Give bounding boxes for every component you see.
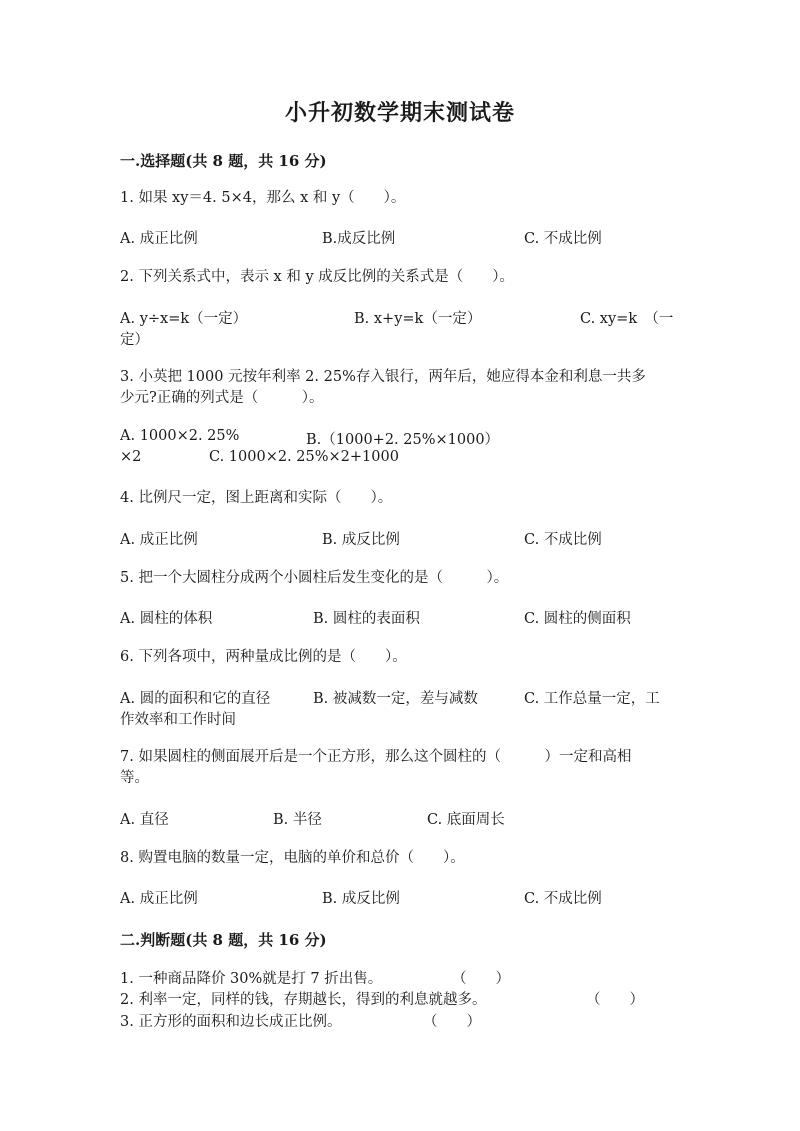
question-8-option-a: A. 成正比例 xyxy=(120,891,198,907)
question-8-option-c: C. 不成比例 xyxy=(524,891,602,907)
question-3-option-b: B.（1000+2. 25%×1000） xyxy=(306,432,500,448)
question-7-stem-line2: 等。 xyxy=(120,770,149,786)
question-3-option-c: C. 1000×2. 25%×2+1000 xyxy=(209,449,399,465)
tf-answer-blank: （ ） xyxy=(452,971,510,987)
tf-item-text: 2. 利率一定，同样的钱，存期越长，得到的利息就越多。 xyxy=(120,992,487,1008)
tf-answer-blank: （ ） xyxy=(586,992,644,1008)
question-5-stem: 5. 把一个大圆柱分成两个小圆柱后发生变化的是（ ）。 xyxy=(120,570,509,586)
question-7-option-c: C. 底面周长 xyxy=(427,812,505,828)
question-1-option-a: A. 成正比例 xyxy=(120,231,198,247)
tf-item-1 xyxy=(120,967,510,988)
question-2-option-a: A. y÷x=k（一定） xyxy=(120,311,248,327)
question-3-option-a: A. 1000×2. 25% xyxy=(120,428,240,444)
question-6-option-a: A. 圆的面积和它的直径 xyxy=(120,691,271,707)
question-2-stem: 2. 下列关系式中，表示 x 和 y 成反比例的关系式是（ ）。 xyxy=(120,269,514,285)
question-1-stem: 1. 如果 xy＝4. 5×4，那么 x 和 y（ ）。 xyxy=(120,190,406,206)
section-heading-true-false: 二.判断题(共 8 题，共 16 分) xyxy=(120,931,327,949)
question-3-option-b-continued: ×2 xyxy=(120,449,142,465)
question-1-option-b: B.成反比例 xyxy=(322,231,396,247)
question-3-stem-line1: 3. 小英把 1000 元按年利率 2. 25%存入银行，两年后，她应得本金和利息一共多 xyxy=(120,369,646,385)
question-6-stem: 6. 下列各项中，两种量成比例的是（ ）。 xyxy=(120,649,407,665)
tf-answer-blank: （ ） xyxy=(423,1014,481,1030)
question-8-stem: 8. 购置电脑的数量一定，电脑的单价和总价（ ）。 xyxy=(120,850,465,866)
question-7-option-a: A. 直径 xyxy=(120,812,169,828)
question-4-option-b: B. 成反比例 xyxy=(322,532,400,548)
tf-item-text: 1. 一种商品降价 30%就是打 7 折出售。 xyxy=(120,971,383,987)
question-4-stem: 4. 比例尺一定，图上距离和实际（ ）。 xyxy=(120,490,393,506)
question-2-option-b: B. x+y=k（一定） xyxy=(354,311,482,327)
page-title: 小升初数学期末测试卷 xyxy=(284,100,515,126)
question-6-option-b: B. 被减数一定，差与减数 xyxy=(313,691,478,707)
tf-item-text: 3. 正方形的面积和边长成正比例。 xyxy=(120,1014,342,1030)
question-2-option-c-continued: 定） xyxy=(120,332,149,348)
question-5-option-c: C. 圆柱的侧面积 xyxy=(524,611,631,627)
question-5-option-b: B. 圆柱的表面积 xyxy=(313,611,420,627)
question-3-stem-line2: 少元?正确的列式是（ ）。 xyxy=(120,390,324,406)
question-4-option-a: A. 成正比例 xyxy=(120,532,198,548)
question-6-option-c-continued: 作效率和工作时间 xyxy=(120,712,236,728)
question-4-option-c: C. 不成比例 xyxy=(524,532,602,548)
question-8-option-b: B. 成反比例 xyxy=(322,891,400,907)
question-1-option-c: C. 不成比例 xyxy=(524,231,602,247)
tf-item-3 xyxy=(120,1010,481,1031)
question-7-stem-line1: 7. 如果圆柱的侧面展开后是一个正方形，那么这个圆柱的（ ）一定和高相 xyxy=(120,749,632,765)
question-6-option-c: C. 工作总量一定，工 xyxy=(524,691,660,707)
tf-item-2 xyxy=(120,988,644,1009)
question-2-option-c: C. xy=k （一 xyxy=(580,311,674,327)
question-5-option-a: A. 圆柱的体积 xyxy=(120,611,213,627)
question-7-option-b: B. 半径 xyxy=(273,812,322,828)
section-heading-choice: 一.选择题(共 8 题，共 16 分) xyxy=(120,152,327,170)
